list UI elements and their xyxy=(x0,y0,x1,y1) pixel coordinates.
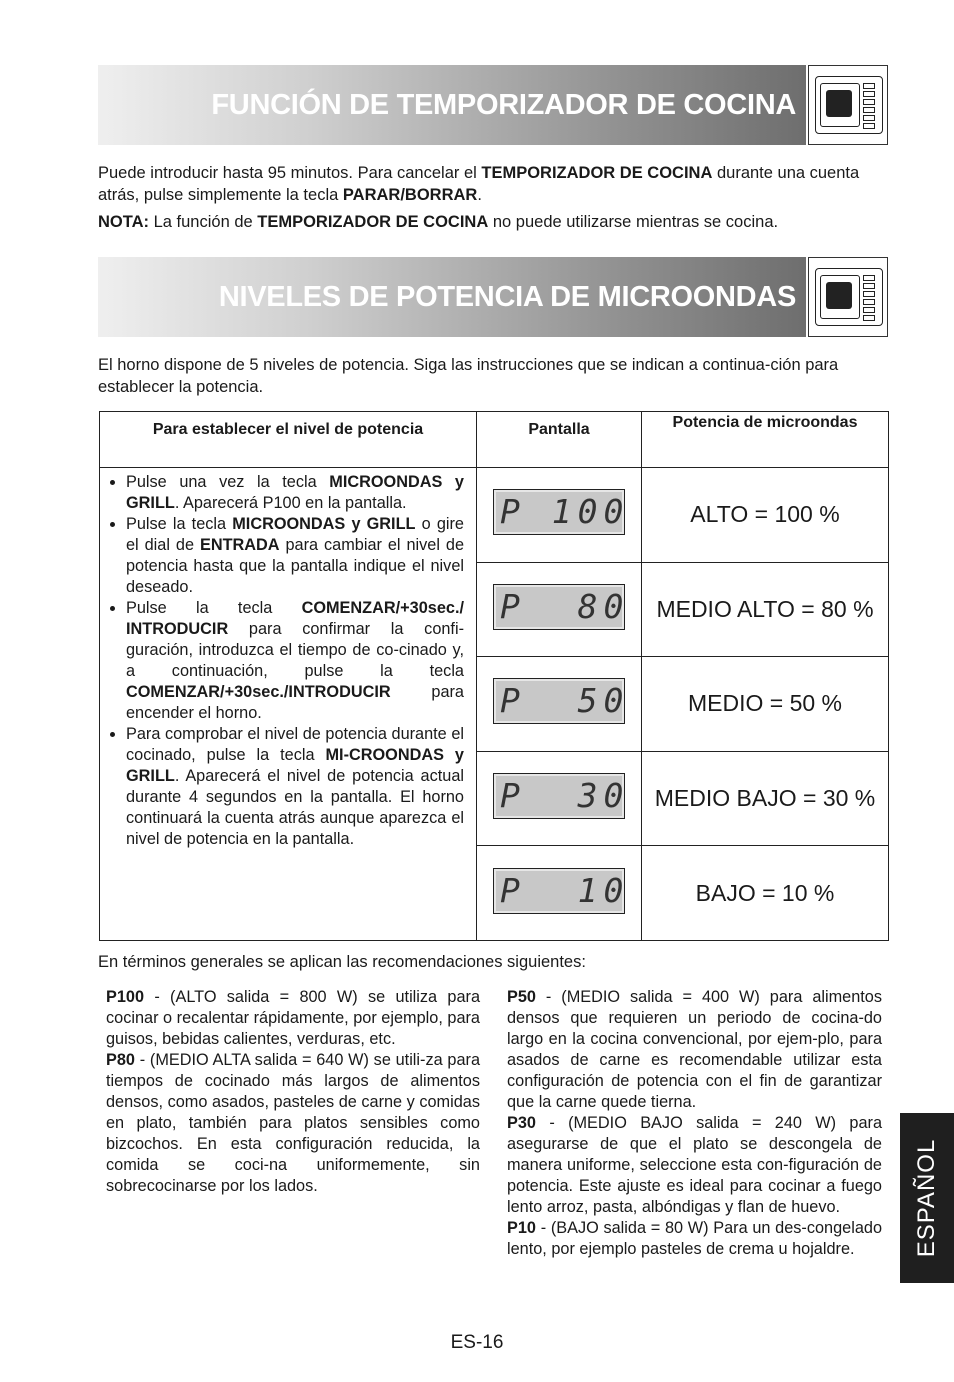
recommendation-p10: P10 - (BAJO salida = 80 W) Para un des-congelado lento, por ejemplo pasteles de crema u hojaldre. xyxy=(507,1219,882,1258)
microwave-icon xyxy=(808,257,888,337)
instructions-cell xyxy=(100,468,477,941)
instruction-item: • Pulse la tecla MICROONDAS y GRILL o gire el dial de ENTRADA para cambiar el nivel de potencia hasta que la pantalla indique el nivel deseado. xyxy=(126,514,464,598)
microwave-icon xyxy=(808,65,888,145)
power-value: MEDIO ALTO = 80 % xyxy=(642,562,889,657)
recommendation-p30: P30 - (MEDIO BAJO salida = 240 W) para asegurarse de que el plato se descongela de manera uniforme, seleccione esta con-figuración de potencia. Este ajuste es ideal para cocinar a fuego lento arroz, pasta, albóndigas y flan de huevo. xyxy=(507,1114,882,1216)
power-intro: El horno dispone de 5 niveles de potencia. Siga las instrucciones que se indican a continua-ción para establecer la potencia. xyxy=(98,356,839,396)
lcd-display: P 100 xyxy=(493,489,625,535)
lcd-display: P 50 xyxy=(493,678,625,724)
display-cell xyxy=(477,846,642,941)
language-tab: ESPAÑOL xyxy=(900,1113,954,1283)
recommendation-p80: P80 - (MEDIO ALTA salida = 640 W) se utili-za para tiempos de cocinado más largos de alimentos densos, como asados, pasteles de carne y comidas en plato, también para platos sensibles como bizcochos. En esta configuración reducida, la comida se coci-na uniformemente, sin sobrecocinarse por los lados. xyxy=(106,1051,480,1195)
power-value: MEDIO BAJO = 30 % xyxy=(642,751,889,846)
display-cell xyxy=(477,562,642,657)
section-title: FUNCIÓN DE TEMPORIZADOR DE COCINA xyxy=(211,89,796,121)
recommendation-p100: P100 - (ALTO salida = 800 W) se utiliza para cocinar o recalentar rápidamente, por ejemplo, para guisos, bebidas calientes, verduras, etc. xyxy=(106,988,480,1048)
display-cell xyxy=(477,751,642,846)
recommendations-left-column xyxy=(106,987,480,1197)
section-banner-power xyxy=(98,257,888,337)
display-cell xyxy=(477,657,642,752)
power-value: BAJO = 10 % xyxy=(642,846,889,941)
instruction-item: • Pulse una vez la tecla MICROONDAS y GRILL. Aparecerá P100 en la pantalla. xyxy=(126,472,464,514)
banner-bar xyxy=(98,257,806,337)
section-banner-timer xyxy=(98,65,888,145)
header-instructions: Para establecer el nivel de potencia xyxy=(100,412,477,468)
lcd-display: P 80 xyxy=(493,584,625,630)
instruction-item: • Pulse la tecla COMENZAR/+30sec./ INTRODUCIR para confirmar la confi-guración, introduzca el tiempo de co-cinado y, a continuación, pulse la tecla COMENZAR/+30sec./INTRODUCIR para encender el horno. xyxy=(126,598,464,724)
section-title: NIVELES DE POTENCIA DE MICROONDAS xyxy=(218,281,796,313)
recommendation-p50: P50 - (MEDIO salida = 400 W) para alimentos densos que requieren un periodo de cocina-do largo en la cocina convencional, por ejem-plo, para asados de carne es recomendable utilizar esta configuración de potencia con el fin de garantizar que la carne quede tierna. xyxy=(507,988,882,1111)
recommendations-intro: En términos generales se aplican las recomendaciones siguientes: xyxy=(98,953,586,971)
power-levels-table xyxy=(99,411,889,941)
lcd-display: P 30 xyxy=(493,773,625,819)
lcd-display: P 10 xyxy=(493,868,625,914)
recommendations-right-column xyxy=(507,987,882,1260)
timer-note: NOTA: La función de TEMPORIZADOR DE COCINA no puede utilizarse mientras se cocina. xyxy=(98,213,779,231)
instruction-item: • Para comprobar el nivel de potencia durante el cocinado, pulse la tecla MI-CROONDAS y GRILL. Aparecerá el nivel de potencia actual durante 4 segundos en la pantalla. El horno continuará la cuenta atrás aunque aparezca el nivel de potencia en la pantalla. xyxy=(126,724,464,850)
display-cell xyxy=(477,468,642,563)
power-value: MEDIO = 50 % xyxy=(642,657,889,752)
timer-paragraph: Puede introducir hasta 95 minutos. Para cancelar el TEMPORIZADOR DE COCINA durante una cuenta atrás, pulse simplemente la tecla PARAR/BORRAR. xyxy=(98,164,860,204)
header-display: Pantalla xyxy=(477,412,642,468)
header-power: Potencia de microondas xyxy=(642,412,889,468)
page-number: ES-16 xyxy=(450,1332,504,1353)
banner-bar xyxy=(98,65,806,145)
power-value: ALTO = 100 % xyxy=(642,468,889,563)
